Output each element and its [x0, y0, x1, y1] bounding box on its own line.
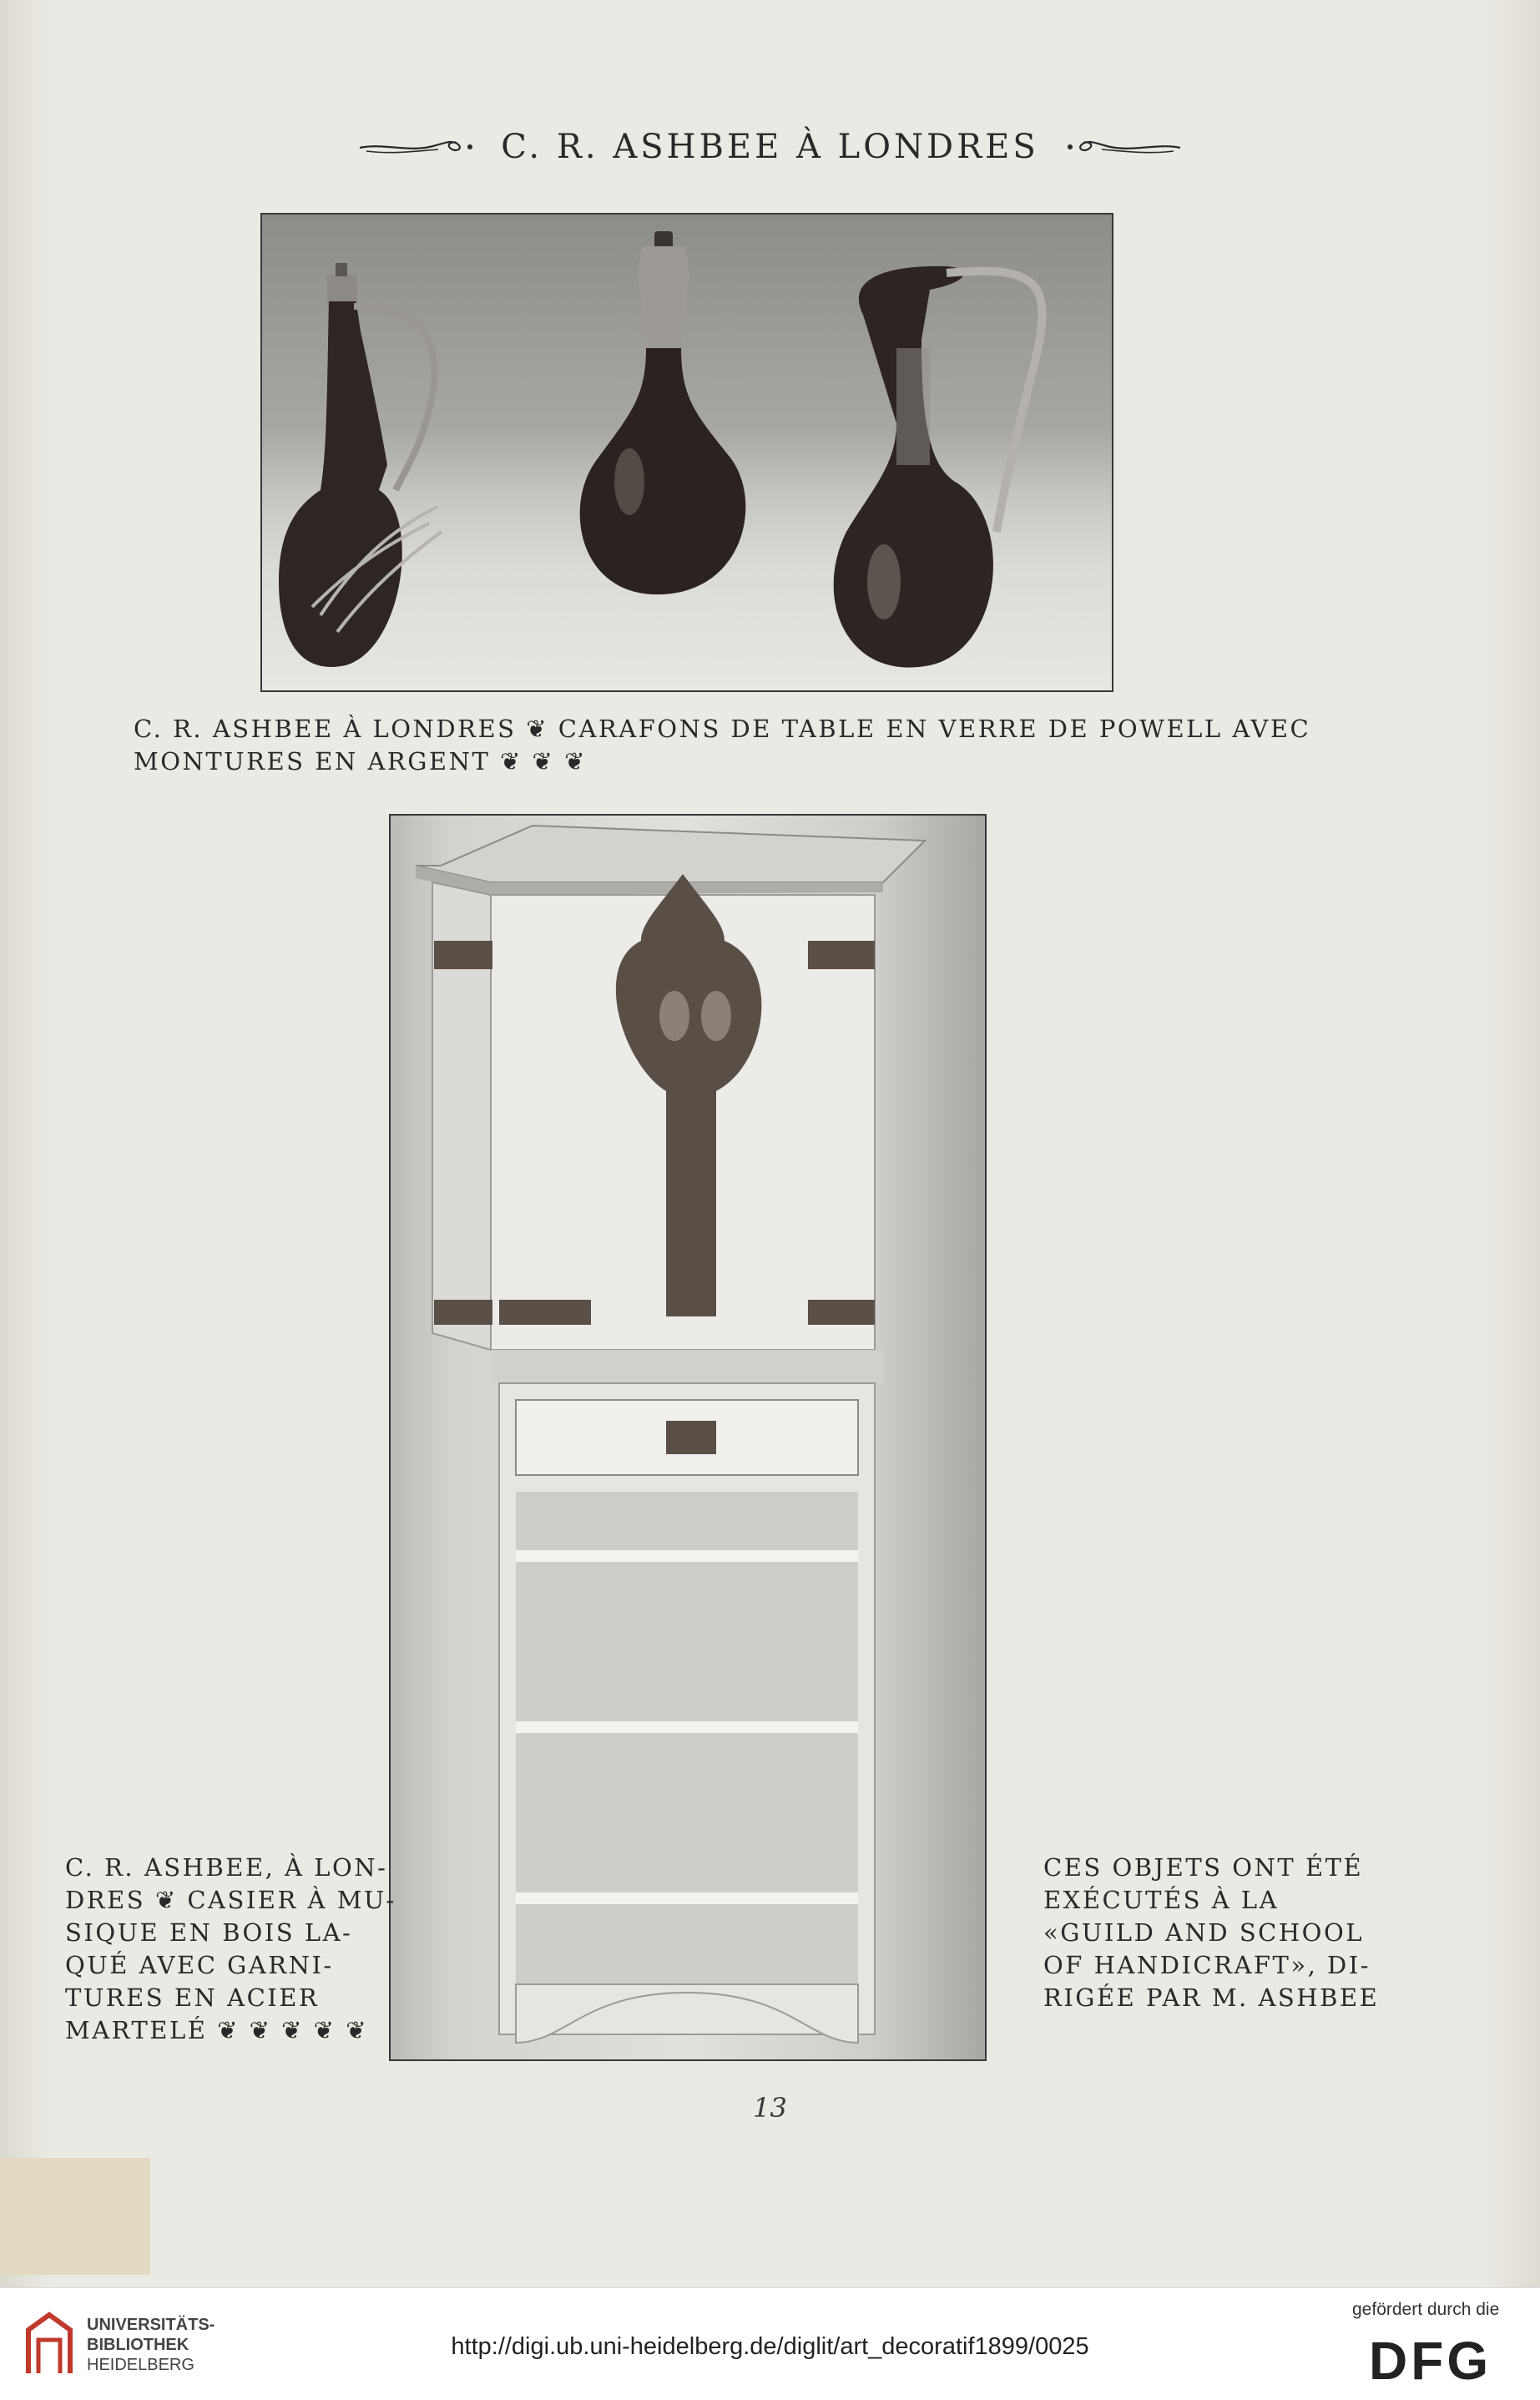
library-name-line: BIBLIOTHEK: [87, 2336, 189, 2354]
source-url-link[interactable]: http://digi.ub.uni-heidelberg.de/diglit/art_decoratif1899/0025: [451, 2333, 1089, 2360]
caption-line: «GUILD AND SCHOOL: [1043, 1918, 1364, 1947]
carafes-caption: [134, 713, 1310, 778]
paper-repair-patch: [0, 2158, 150, 2275]
caption-line: C. R. ASHBEE À LONDRES ❦ CARAFONS DE TABLE EN VERRE DE POWELL AVEC: [134, 715, 1311, 743]
dfg-logo: DFG: [1369, 2331, 1492, 2391]
header-title: C. R. ASHBEE À LONDRES: [501, 128, 1039, 166]
carafe-right: [834, 266, 1043, 668]
right-flourish-ornament: [1065, 134, 1182, 159]
caption-line: MARTELÉ ❦ ❦ ❦ ❦ ❦: [65, 2016, 368, 2044]
page-number: 13: [753, 2092, 787, 2124]
running-header: [0, 125, 1540, 166]
cabinet-illustration: [391, 816, 985, 2059]
caption-line: EXÉCUTÉS À LA: [1043, 1886, 1280, 1914]
digitization-footer: [0, 2287, 1540, 2400]
caption-line: QUÉ AVEC GARNI-: [65, 1951, 334, 1979]
caption-line: SIQUE EN BOIS LA-: [65, 1918, 353, 1947]
caption-line: RIGÉE PAR M. ASHBEE: [1043, 1983, 1380, 2012]
library-name-line: UNIVERSITÄTS-: [87, 2316, 215, 2334]
left-flourish-ornament: [358, 134, 475, 159]
cabinet-photograph: [389, 814, 987, 2061]
caption-line: TURES EN ACIER: [65, 1983, 320, 2012]
caption-line: MONTURES EN ARGENT ❦ ❦ ❦: [134, 747, 587, 776]
cabinet-caption-left: [65, 1852, 396, 2047]
carafes-photograph: [260, 213, 1113, 692]
caption-line: C. R. ASHBEE, À LON-: [65, 1853, 388, 1882]
funded-by-label: gefördert durch die: [1352, 2300, 1500, 2319]
caption-line: OF HANDICRAFT», DI-: [1043, 1951, 1371, 1979]
caption-line: CES OBJETS ONT ÉTÉ: [1043, 1853, 1364, 1882]
carafes-illustration: [262, 215, 1112, 690]
carafe-left: [279, 263, 442, 667]
library-name-line: HEIDELBERG: [87, 2356, 194, 2374]
carafe-middle: [580, 231, 746, 594]
caption-line: DRES ❦ CASIER À MU-: [65, 1886, 396, 1914]
cabinet-caption-right: [1043, 1852, 1379, 2014]
